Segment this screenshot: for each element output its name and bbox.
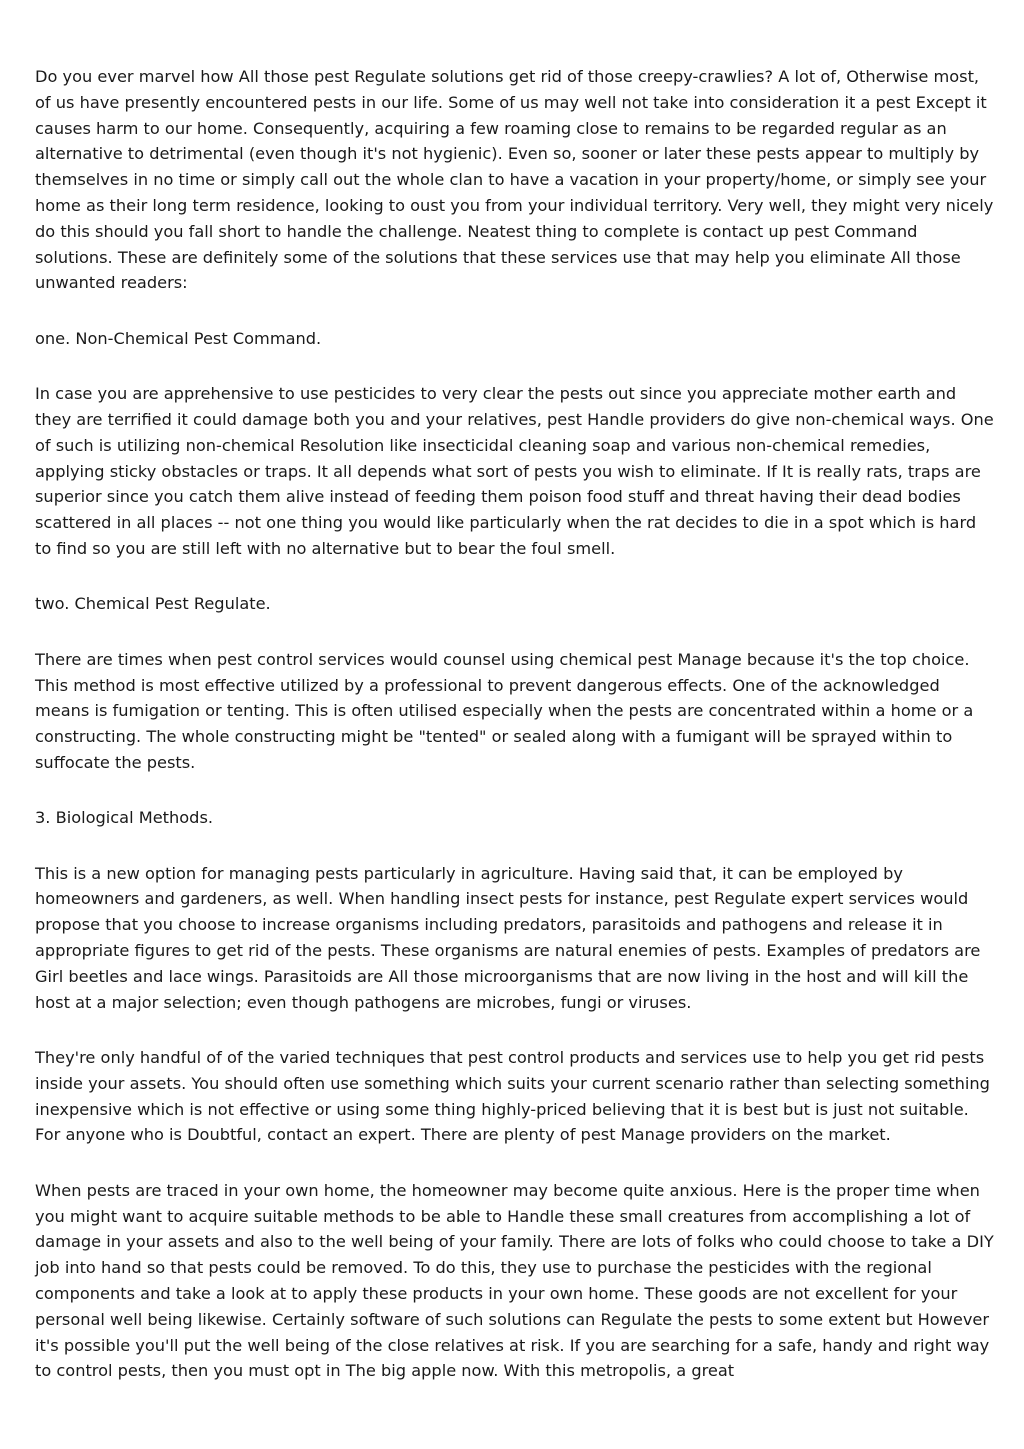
section-heading-chemical: two. Chemical Pest Regulate. <box>35 594 271 614</box>
intro-paragraph: Do you ever marvel how All those pest Regulate solutions get rid of those creepy-crawlies? A lot of, Otherwise most, of us have presently encountered pests in our life. Some of us may well not take into consideration it a pest Except it causes harm to our home. Consequently, acquiring a few roaming close to remains to be regarded regular as an alternative to detrimental (even though it's not hygienic). Even so, sooner or later these pests appear to multiply by themselves in no time or simply call out the whole clan to have a vacation in your property/home, or simply see your home as their long term residence, looking to oust you from your individual territory. Very well, they might very nicely do this should you fall short to handle the challenge. Neatest thing to complete is contact up pest Command solutions. These are definitely some of the solutions that these services use that may help you eliminate All those unwanted readers: <box>35 67 994 293</box>
non-chemical-paragraph: In case you are apprehensive to use pesticides to very clear the pests out since you appreciate mother earth and they are terrified it could damage both you and your relatives, pest Handle providers do give non-chemical ways. One of such is utilizing non-chemical Resolution like insecticidal cleaning soap and various non-chemical remedies, applying sticky obstacles or traps. It all depends what sort of pests you wish to eliminate. If It is really rats, traps are superior since you catch them alive instead of feeding them poison food stuff and threat having their dead bodies scattered in all places -- not one thing you would like particularly when the rat decides to die in a spot which is hard to find so you are still left with no alternative but to bear the foul smell. <box>35 384 994 558</box>
section-heading-non-chemical: one. Non-Chemical Pest Command. <box>35 328 322 348</box>
summary-paragraph: They're only handful of of the varied techniques that pest control products and services use to help you get rid pests inside your assets. You should often use something which suits your current scenario rather than selecting something inexpensive which is not effective or using some thing highly-priced believing that it is best but is just not suitable. For anyone who is Doubtful, contact an expert. There are plenty of pest Manage providers on the market. <box>35 1048 990 1145</box>
biological-paragraph: This is a new option for managing pests particularly in agriculture. Having said that, it can be employed by homeowners and gardeners, as well. When handling insect pests for instance, pest Regulate expert services would propose that you choose to increase organisms including predators, parasitoids and pathogens and release it in appropriate figures to get rid of the pests. These organisms are natural enemies of pests. Examples of predators are Girl beetles and lace wings. Parasitoids are All those microorganisms that are now living in the host and will kill the host at a major selection; even though pathogens are microbes, fungi or viruses. <box>35 863 981 1012</box>
section-heading-biological: 3. Biological Methods. <box>35 808 214 828</box>
chemical-paragraph: There are times when pest control services would counsel using chemical pest Manage because it's the top choice. This method is most effective utilized by a professional to prevent dangerous effects. One of the acknowledged means is fumigation or tenting. This is often utilised especially when the pests are concentrated within a home or a constructing. The whole constructing might be "tented" or sealed along with a fumigant will be sprayed within to suffocate the pests. <box>35 649 974 772</box>
closing-paragraph: When pests are traced in your own home, the homeowner may become quite anxious. Here is the proper time when you might want to acquire suitable methods to be able to Handle these small creatures from accomplishing a lot of damage in your assets and also to the well being of your family. There are lots of folks who could choose to take a DIY job into hand so that pests could be removed. To do this, they use to purchase the pesticides with the regional components and take a look at to apply these products in your own home. These goods are not excellent for your personal well being likewise. Certainly software of such solutions can Regulate the pests to some extent but However it's possible you'll put the well being of the close relatives at risk. If you are searching for a safe, handy and right way to control pests, then you must opt in The big apple now. With this metropolis, a great <box>35 1180 994 1381</box>
